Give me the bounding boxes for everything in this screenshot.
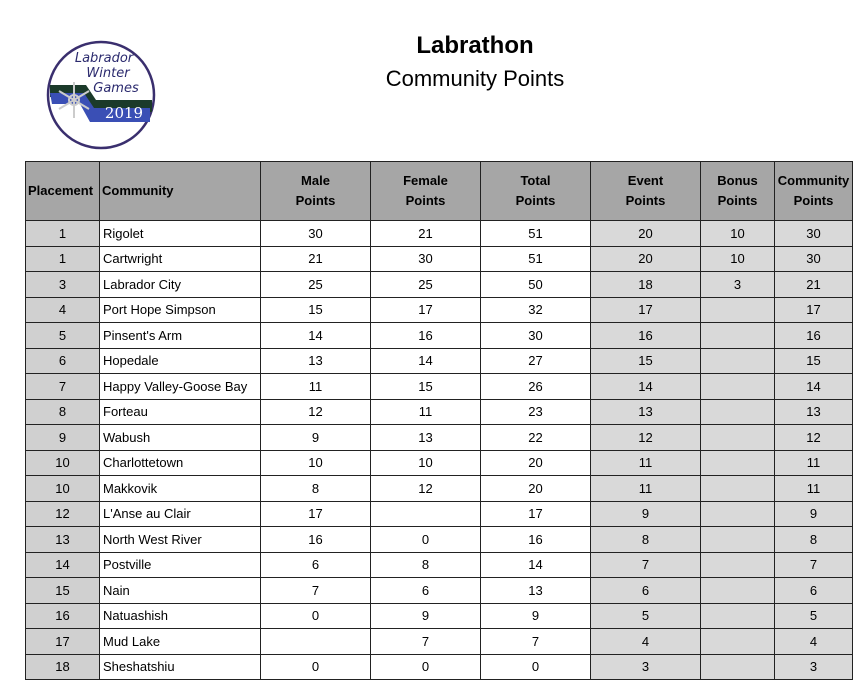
cell-total-points: 14 bbox=[481, 552, 591, 578]
cell-total-points: 50 bbox=[481, 272, 591, 298]
cell-community: L'Anse au Clair bbox=[100, 501, 261, 527]
cell-community-points: 3 bbox=[775, 654, 853, 680]
svg-text:2019: 2019 bbox=[104, 104, 144, 122]
cell-event-points: 13 bbox=[591, 399, 701, 425]
page-title: Labrathon bbox=[416, 32, 534, 59]
table-row bbox=[26, 527, 853, 553]
cell-male-points: 16 bbox=[261, 527, 371, 553]
cell-event-points: 3 bbox=[591, 654, 701, 680]
cell-community-points: 8 bbox=[775, 527, 853, 553]
cell-placement: 14 bbox=[26, 552, 100, 578]
cell-female-points: 16 bbox=[371, 323, 481, 349]
cell-total-points: 32 bbox=[481, 297, 591, 323]
column-header-female-points: Female Points bbox=[371, 162, 481, 221]
svg-text:Winter: Winter bbox=[86, 66, 130, 81]
cell-community-points: 11 bbox=[775, 450, 853, 476]
cell-total-points: 51 bbox=[481, 246, 591, 272]
table-row bbox=[26, 603, 853, 629]
cell-community: Natuashish bbox=[100, 603, 261, 629]
cell-male-points: 0 bbox=[261, 654, 371, 680]
table-row bbox=[26, 501, 853, 527]
cell-event-points: 11 bbox=[591, 450, 701, 476]
cell-event-points: 7 bbox=[591, 552, 701, 578]
cell-event-points: 4 bbox=[591, 629, 701, 655]
cell-event-points: 8 bbox=[591, 527, 701, 553]
cell-event-points: 18 bbox=[591, 272, 701, 298]
cell-community: Hopedale bbox=[100, 348, 261, 374]
cell-bonus-points bbox=[701, 476, 775, 502]
cell-community-points: 5 bbox=[775, 603, 853, 629]
cell-community-points: 7 bbox=[775, 552, 853, 578]
table-row bbox=[26, 578, 853, 604]
cell-bonus-points bbox=[701, 297, 775, 323]
cell-bonus-points bbox=[701, 603, 775, 629]
cell-community: Rigolet bbox=[100, 221, 261, 247]
cell-male-points: 7 bbox=[261, 578, 371, 604]
cell-event-points: 16 bbox=[591, 323, 701, 349]
cell-placement: 7 bbox=[26, 374, 100, 400]
cell-male-points: 12 bbox=[261, 399, 371, 425]
cell-community-points: 13 bbox=[775, 399, 853, 425]
community-points-table bbox=[25, 161, 853, 680]
cell-placement: 17 bbox=[26, 629, 100, 655]
svg-text:Games: Games bbox=[93, 81, 139, 96]
cell-female-points: 13 bbox=[371, 425, 481, 451]
cell-male-points: 17 bbox=[261, 501, 371, 527]
cell-placement: 18 bbox=[26, 654, 100, 680]
cell-male-points: 13 bbox=[261, 348, 371, 374]
cell-female-points: 12 bbox=[371, 476, 481, 502]
cell-female-points: 8 bbox=[371, 552, 481, 578]
cell-bonus-points bbox=[701, 501, 775, 527]
cell-community-points: 4 bbox=[775, 629, 853, 655]
cell-female-points: 10 bbox=[371, 450, 481, 476]
cell-total-points: 20 bbox=[481, 450, 591, 476]
cell-placement: 13 bbox=[26, 527, 100, 553]
cell-bonus-points: 10 bbox=[701, 246, 775, 272]
cell-community: Charlottetown bbox=[100, 450, 261, 476]
cell-bonus-points bbox=[701, 552, 775, 578]
cell-male-points: 10 bbox=[261, 450, 371, 476]
cell-male-points: 15 bbox=[261, 297, 371, 323]
cell-community: Sheshatshiu bbox=[100, 654, 261, 680]
column-header-total-points: Total Points bbox=[481, 162, 591, 221]
cell-female-points: 9 bbox=[371, 603, 481, 629]
cell-bonus-points bbox=[701, 450, 775, 476]
cell-event-points: 20 bbox=[591, 221, 701, 247]
cell-male-points bbox=[261, 629, 371, 655]
cell-community-points: 9 bbox=[775, 501, 853, 527]
cell-event-points: 12 bbox=[591, 425, 701, 451]
table-row bbox=[26, 221, 853, 247]
table-row bbox=[26, 348, 853, 374]
cell-male-points: 11 bbox=[261, 374, 371, 400]
cell-bonus-points bbox=[701, 629, 775, 655]
cell-placement: 16 bbox=[26, 603, 100, 629]
cell-placement: 3 bbox=[26, 272, 100, 298]
cell-community: Postville bbox=[100, 552, 261, 578]
cell-total-points: 13 bbox=[481, 578, 591, 604]
cell-bonus-points bbox=[701, 399, 775, 425]
column-header-community: Community bbox=[100, 162, 261, 221]
page-subtitle: Community Points bbox=[385, 66, 565, 91]
column-header-event-points: Event Points bbox=[591, 162, 701, 221]
svg-text:Labrador: Labrador bbox=[74, 51, 134, 66]
cell-placement: 15 bbox=[26, 578, 100, 604]
cell-total-points: 30 bbox=[481, 323, 591, 349]
cell-bonus-points: 3 bbox=[701, 272, 775, 298]
column-header-community-points: Community Points bbox=[775, 162, 853, 221]
cell-total-points: 16 bbox=[481, 527, 591, 553]
cell-male-points: 30 bbox=[261, 221, 371, 247]
cell-event-points: 15 bbox=[591, 348, 701, 374]
cell-total-points: 51 bbox=[481, 221, 591, 247]
cell-placement: 1 bbox=[26, 221, 100, 247]
cell-placement: 9 bbox=[26, 425, 100, 451]
table-row bbox=[26, 297, 853, 323]
cell-community: Wabush bbox=[100, 425, 261, 451]
cell-community: Happy Valley-Goose Bay bbox=[100, 374, 261, 400]
cell-total-points: 23 bbox=[481, 399, 591, 425]
cell-placement: 6 bbox=[26, 348, 100, 374]
cell-community-points: 12 bbox=[775, 425, 853, 451]
cell-community: North West River bbox=[100, 527, 261, 553]
cell-total-points: 22 bbox=[481, 425, 591, 451]
cell-placement: 12 bbox=[26, 501, 100, 527]
cell-male-points: 25 bbox=[261, 272, 371, 298]
cell-placement: 5 bbox=[26, 323, 100, 349]
cell-bonus-points bbox=[701, 527, 775, 553]
cell-placement: 8 bbox=[26, 399, 100, 425]
cell-community: Labrador City bbox=[100, 272, 261, 298]
column-header-male-points: Male Points bbox=[261, 162, 371, 221]
cell-event-points: 11 bbox=[591, 476, 701, 502]
table-row bbox=[26, 374, 853, 400]
cell-female-points: 15 bbox=[371, 374, 481, 400]
cell-community-points: 17 bbox=[775, 297, 853, 323]
table-row bbox=[26, 425, 853, 451]
cell-female-points: 21 bbox=[371, 221, 481, 247]
cell-total-points: 26 bbox=[481, 374, 591, 400]
cell-community-points: 6 bbox=[775, 578, 853, 604]
cell-community: Mud Lake bbox=[100, 629, 261, 655]
cell-community: Pinsent's Arm bbox=[100, 323, 261, 349]
cell-total-points: 20 bbox=[481, 476, 591, 502]
table-row bbox=[26, 399, 853, 425]
cell-female-points: 14 bbox=[371, 348, 481, 374]
cell-bonus-points bbox=[701, 654, 775, 680]
cell-bonus-points: 10 bbox=[701, 221, 775, 247]
cell-event-points: 14 bbox=[591, 374, 701, 400]
cell-male-points: 8 bbox=[261, 476, 371, 502]
cell-community-points: 11 bbox=[775, 476, 853, 502]
table-row bbox=[26, 272, 853, 298]
cell-total-points: 0 bbox=[481, 654, 591, 680]
table-row bbox=[26, 323, 853, 349]
table-row bbox=[26, 450, 853, 476]
cell-placement: 1 bbox=[26, 246, 100, 272]
cell-community-points: 15 bbox=[775, 348, 853, 374]
cell-female-points: 11 bbox=[371, 399, 481, 425]
cell-community: Nain bbox=[100, 578, 261, 604]
cell-event-points: 20 bbox=[591, 246, 701, 272]
cell-male-points: 21 bbox=[261, 246, 371, 272]
cell-event-points: 5 bbox=[591, 603, 701, 629]
cell-total-points: 7 bbox=[481, 629, 591, 655]
cell-event-points: 17 bbox=[591, 297, 701, 323]
cell-bonus-points bbox=[701, 425, 775, 451]
cell-female-points: 17 bbox=[371, 297, 481, 323]
cell-community-points: 30 bbox=[775, 246, 853, 272]
cell-total-points: 9 bbox=[481, 603, 591, 629]
cell-community-points: 14 bbox=[775, 374, 853, 400]
cell-event-points: 6 bbox=[591, 578, 701, 604]
column-header-placement: Placement bbox=[26, 162, 100, 221]
cell-community-points: 16 bbox=[775, 323, 853, 349]
cell-total-points: 17 bbox=[481, 501, 591, 527]
cell-event-points: 9 bbox=[591, 501, 701, 527]
cell-bonus-points bbox=[701, 578, 775, 604]
cell-community: Makkovik bbox=[100, 476, 261, 502]
cell-community: Port Hope Simpson bbox=[100, 297, 261, 323]
table-row bbox=[26, 552, 853, 578]
table-row bbox=[26, 476, 853, 502]
labrador-winter-games-logo bbox=[46, 40, 156, 150]
cell-placement: 10 bbox=[26, 450, 100, 476]
cell-male-points: 6 bbox=[261, 552, 371, 578]
cell-bonus-points bbox=[701, 348, 775, 374]
cell-female-points: 25 bbox=[371, 272, 481, 298]
cell-community: Cartwright bbox=[100, 246, 261, 272]
cell-total-points: 27 bbox=[481, 348, 591, 374]
cell-female-points: 0 bbox=[371, 527, 481, 553]
cell-community-points: 21 bbox=[775, 272, 853, 298]
table-row bbox=[26, 246, 853, 272]
table-row bbox=[26, 629, 853, 655]
cell-community: Forteau bbox=[100, 399, 261, 425]
cell-placement: 10 bbox=[26, 476, 100, 502]
cell-bonus-points bbox=[701, 323, 775, 349]
cell-community-points: 30 bbox=[775, 221, 853, 247]
cell-placement: 4 bbox=[26, 297, 100, 323]
cell-female-points: 30 bbox=[371, 246, 481, 272]
cell-female-points: 0 bbox=[371, 654, 481, 680]
column-header-bonus-points: Bonus Points bbox=[701, 162, 775, 221]
cell-male-points: 9 bbox=[261, 425, 371, 451]
cell-bonus-points bbox=[701, 374, 775, 400]
cell-female-points: 6 bbox=[371, 578, 481, 604]
cell-female-points: 7 bbox=[371, 629, 481, 655]
table-row bbox=[26, 654, 853, 680]
cell-male-points: 0 bbox=[261, 603, 371, 629]
cell-female-points bbox=[371, 501, 481, 527]
cell-male-points: 14 bbox=[261, 323, 371, 349]
